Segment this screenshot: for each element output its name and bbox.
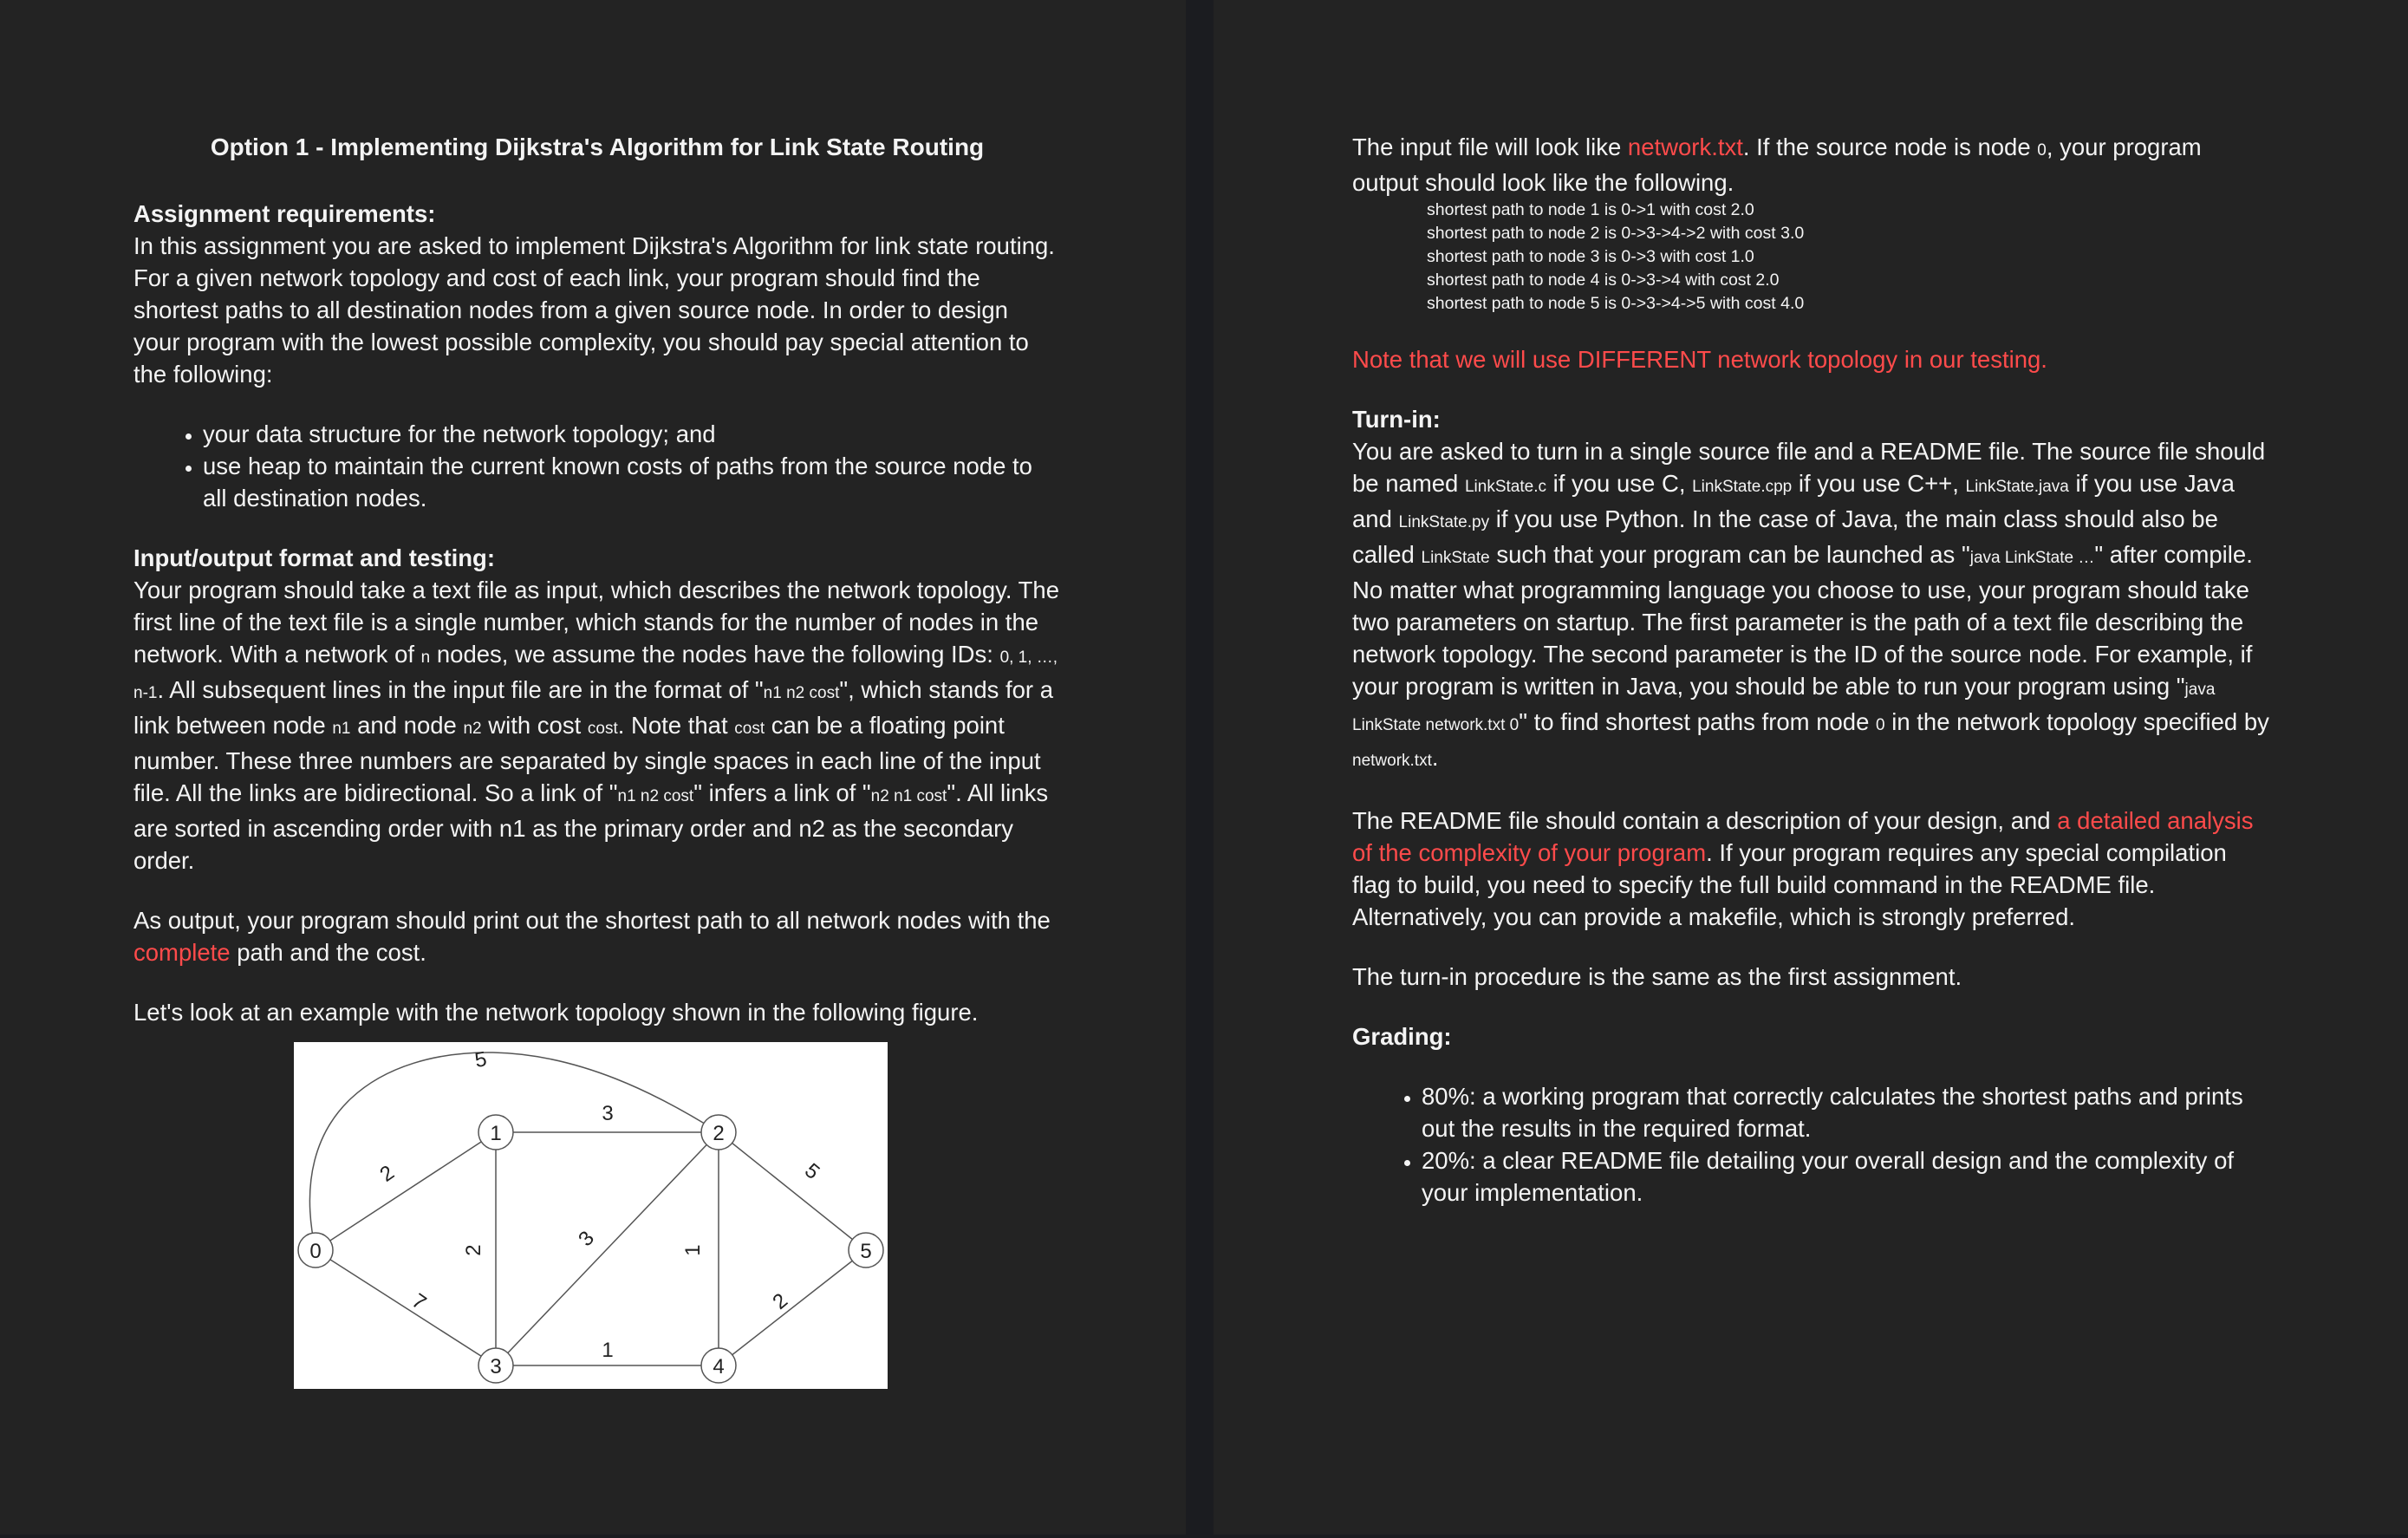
edge-label: 7 [407,1288,431,1315]
edge-0-1 [316,1132,496,1250]
list-item: • your data structure for the network topology; and [203,418,1061,450]
grading-list [1352,1080,2271,1209]
edge-label: 5 [472,1047,489,1073]
output-line: shortest path to node 3 is 0->3 with cost 1.0 [1427,247,1754,266]
list-item: • use heap to maintain the current known costs of paths from the source node to all destination nodes. [203,450,1061,514]
output-line: shortest path to node 5 is 0->3->4->5 with cost 4.0 [1427,294,1805,313]
output-line: shortest path to node 4 is 0->3->4 with cost 2.0 [1427,270,1780,290]
page-right [1214,0,2408,1535]
edge-4-5 [719,1250,866,1365]
readme-paragraph: The README file should contain a description of your design, and a detailed analysis of the complexity of your program. If your program requires any special compilation flag to build, you need to specify the full build command in the README file. Alternatively, you can provide a makefile, which is strongly preferred. [1352,807,2254,930]
output-paragraph: As output, your program should print out the shortest path to all network nodes with the complete path and the cost. [133,907,1051,966]
network-file-highlight: network.txt [1627,134,1743,160]
document-title: Option 1 - Implementing Dijkstra's Algorithm for Link State Routing [210,134,985,160]
testing-note: Note that we will use DIFFERENT network topology in our testing. [1352,346,2047,373]
page-left [0,0,1186,1535]
left-column [133,131,1061,1389]
output-line: shortest path to node 1 is 0->1 with cost 2.0 [1427,200,1754,219]
edge-label: 3 [574,1226,599,1251]
turnin-paragraph: You are asked to turn in a single source file and a README file. The source file should be named LinkState.c if you use C, LinkState.cpp if you use C++, LinkState.java if you use Java and LinkState.py if you use Python. In the case of Java, the main class should also be called LinkState such that your program can be launched as "java LinkState …" after compile. No matter what programming language you choose to use, your program should take two parameters on startup. The first parameter is the path of a text file describing the network topology. The second parameter is the ID of the source node. For example, if your program is written in Java, you should be able to run your program using "java LinkState network.txt 0" to find shortest paths from node 0 in the network topology specified by network.txt. [1352,438,2269,771]
example-text: Let's look at an example with the network topology shown in the following figure. [133,999,979,1026]
list-item: • 80%: a working program that correctly calculates the shortest paths and prints out the results in the required format. [1422,1080,2271,1144]
turnin-heading: Turn-in: [1352,406,1441,433]
edge-label: 2 [768,1288,792,1314]
edge-0-2 [309,1052,719,1250]
right-column [1352,131,2271,1236]
node-label: 5 [860,1240,872,1263]
edge-label: 5 [800,1158,824,1184]
node-label: 4 [713,1355,725,1378]
edge-label: 2 [462,1244,485,1256]
network-topology-figure [294,1042,888,1389]
grading-heading: Grading: [1352,1023,1452,1050]
node-label: 2 [713,1122,725,1145]
io-heading: Input/output format and testing: [133,544,496,571]
input-paragraph: The input file will look like network.txt. If the source node is node 0, your program output should look like the following. [1352,134,2202,196]
node-label: 0 [309,1240,322,1263]
requirements-text: In this assignment you are asked to implement Dijkstra's Algorithm for link state routing. For a given network topology and cost of each link, your program should find the shortest paths to all destination nodes from a given source node. In order to design your program with the lowest possible complexity, you should pay special attention to the following: [133,232,1055,388]
requirements-list [133,418,1061,514]
node-label: 3 [490,1355,502,1378]
requirements-heading: Assignment requirements: [133,200,436,227]
complexity-highlight: a detailed analysis of the complexity of your program [1352,807,2254,866]
edge-label: 3 [602,1102,614,1125]
edge-0-3 [316,1250,496,1365]
edge-label: 1 [681,1244,705,1256]
procedure-text: The turn-in procedure is the same as the first assignment. [1352,963,1962,990]
output-line: shortest path to node 2 is 0->3->4->2 with cost 3.0 [1427,224,1805,243]
complete-highlight: complete [133,939,231,966]
sample-output [1427,199,2271,316]
list-item: • 20%: a clear README file detailing your overall design and the complexity of your implementation. [1422,1144,2271,1209]
edge-2-5 [719,1132,866,1250]
edge-label: 2 [375,1160,399,1187]
io-paragraph: Your program should take a text file as input, which describes the network topology. The first line of the text file is a single number, which stands for the number of nodes in the network. With a network of n nodes, we assume the nodes have the following IDs: 0, 1, …, n-1. All subsequent lines in the input file are in the format of "n1 n2 cost", which stands for a link between node n1 and node n2 with cost cost. Note that cost can be a floating point number. These three numbers are separated by single spaces in each line of the input file. All the links are bidirectional. So a link of "n1 n2 cost" infers a link of "n2 n1 cost". All links are sorted in ascending order with n1 as the primary order and n2 as the secondary order. [133,577,1060,874]
node-label: 1 [490,1122,502,1145]
edge-label: 1 [602,1339,614,1362]
